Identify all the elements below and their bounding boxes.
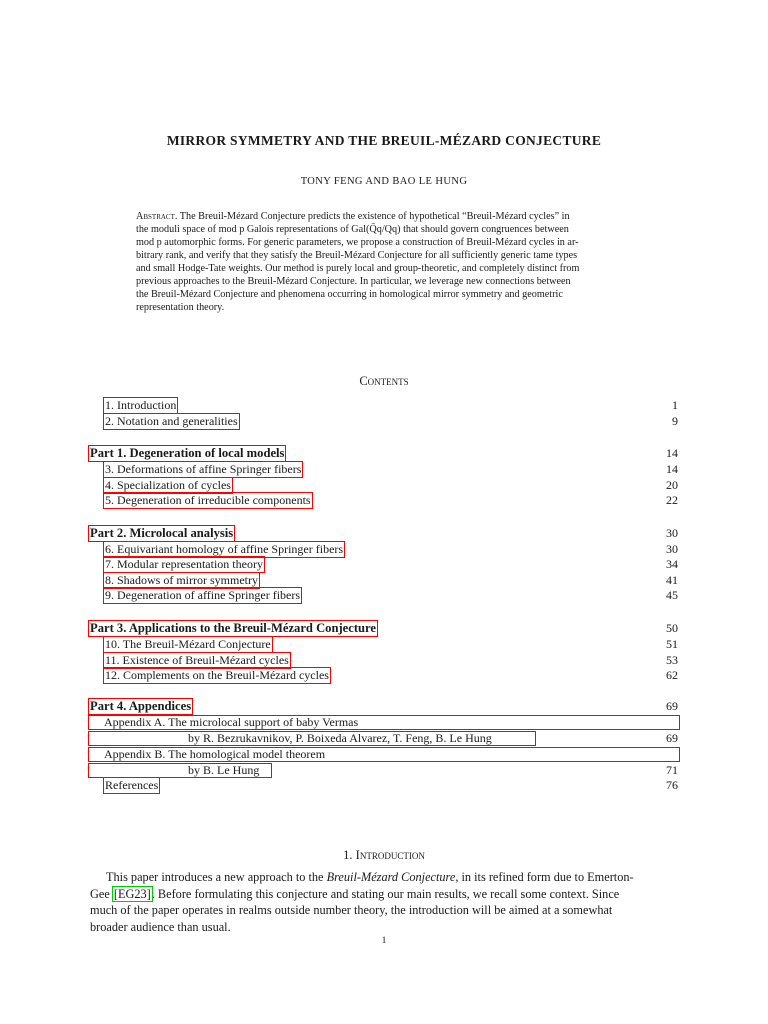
toc-part-entry[interactable]	[0, 699, 768, 714]
toc-page-number: 69	[666, 699, 678, 713]
toc-entry[interactable]	[0, 653, 768, 668]
toc-page-number: 69	[666, 731, 678, 745]
toc-link[interactable]: 6. Equivariant homology of affine Springer fibers	[105, 542, 344, 556]
toc-link[interactable]: 2. Notation and generalities	[105, 414, 238, 428]
toc-appendix-author-line[interactable]	[0, 731, 768, 746]
paper-authors: TONY FENG AND BAO LE HUNG	[300, 176, 468, 187]
toc-page-number: 30	[666, 526, 678, 540]
toc-page-number: 45	[666, 588, 678, 602]
toc-part-entry[interactable]	[0, 446, 768, 461]
toc-appendix-entry[interactable]	[0, 715, 768, 730]
contents-heading: Contents	[359, 374, 409, 388]
toc-part-link[interactable]: Part 4. Appendices	[90, 699, 192, 713]
toc-entry[interactable]	[0, 573, 768, 588]
toc-page-number: 30	[666, 542, 678, 556]
toc-part-link[interactable]: Part 1. Degeneration of local models	[90, 446, 285, 460]
section-heading-introduction: 1. Introduction	[343, 848, 425, 862]
toc-page-number: 62	[666, 668, 678, 682]
toc-appendix-link[interactable]: Appendix A. The microlocal support of baby Vermas	[104, 715, 359, 729]
toc-entry[interactable]	[0, 398, 768, 413]
paragraph-line: broader audience than usual.	[90, 919, 231, 934]
toc-part-entry[interactable]	[0, 621, 768, 636]
toc-page-number: 51	[666, 637, 678, 651]
abstract-line-8: representation theory.	[136, 302, 225, 313]
paragraph-line: Gee [EG23]. Before formulating this conjecture and stating our main results, we recall some context. Since	[90, 886, 620, 901]
abstract-line-3: mod p automorphic forms. For generic parameters, we propose a construction of Breuil-Mézard cycles in ar-	[136, 237, 579, 248]
toc-appendix-authors[interactable]: by R. Bezrukavnikov, P. Boixeda Alvarez, T. Feng, B. Le Hung	[188, 731, 492, 745]
toc-appendix-entry[interactable]	[0, 747, 768, 762]
paragraph-line: This paper introduces a new approach to the Breuil-Mézard Conjecture, in its refined form due to Emerton-	[106, 870, 634, 884]
toc-page-number: 41	[666, 573, 678, 587]
abstract-label: Abstract.	[136, 211, 178, 222]
toc-part-entry[interactable]	[0, 526, 768, 541]
toc-appendix-link[interactable]: Appendix B. The homological model theorem	[104, 747, 326, 761]
toc-page-number: 53	[666, 653, 678, 667]
toc-link[interactable]: 11. Existence of Breuil-Mézard cycles	[105, 653, 289, 667]
abstract-line-1: Abstract. The Breuil-Mézard Conjecture predicts the existence of hypothetical “Breuil-Mézard cycles” in	[136, 211, 570, 222]
toc-link[interactable]: 3. Deformations of affine Springer fibers	[105, 462, 302, 476]
toc-page-number: 71	[666, 763, 678, 777]
introduction-paragraph	[90, 869, 678, 935]
toc-link[interactable]: 8. Shadows of mirror symmetry	[105, 573, 258, 587]
toc-appendix-author-line[interactable]	[0, 763, 768, 778]
toc-page-number: 22	[666, 493, 678, 507]
toc-page-number: 76	[666, 778, 678, 792]
toc-entry[interactable]	[0, 668, 768, 683]
toc-part-link[interactable]: Part 2. Microlocal analysis	[90, 526, 234, 540]
emphasized-term: Breuil-Mézard Conjecture	[326, 870, 456, 884]
toc-part-link[interactable]: Part 3. Applications to the Breuil-Mézard Conjecture	[90, 621, 376, 635]
toc-page-number: 50	[666, 621, 678, 635]
toc-entry[interactable]	[0, 542, 768, 557]
toc-link-references[interactable]: References	[105, 778, 159, 792]
toc-page-number: 1	[672, 398, 678, 412]
toc-page-number: 14	[666, 446, 678, 460]
toc-page-number: 9	[672, 414, 678, 428]
toc-entry[interactable]	[0, 637, 768, 652]
toc-entry[interactable]	[0, 588, 768, 603]
toc-entry[interactable]	[0, 778, 768, 793]
toc-link[interactable]: 12. Complements on the Breuil-Mézard cycles	[105, 668, 329, 682]
toc-page-number: 14	[666, 462, 678, 476]
toc-link[interactable]: 5. Degeneration of irreducible components	[105, 493, 311, 507]
toc-appendix-authors[interactable]: by B. Le Hung	[188, 763, 260, 777]
toc-link[interactable]: 7. Modular representation theory	[105, 557, 263, 571]
citation-link[interactable]: [EG23]	[113, 886, 151, 901]
paper-title: MIRROR SYMMETRY AND THE BREUIL-MÉZARD CONJECTURE	[166, 133, 602, 148]
toc-entry[interactable]	[0, 478, 768, 493]
abstract-line-6: previous approaches to the Breuil-Mézard Conjecture. In particular, we leverage new connections between	[136, 276, 571, 287]
paragraph-line: much of the paper operates in realms outside number theory, the introduction will be aimed at a somewhat	[90, 903, 613, 918]
abstract	[136, 210, 634, 314]
toc-link[interactable]: 10. The Breuil-Mézard Conjecture	[105, 637, 271, 651]
page-number: 1	[381, 936, 387, 946]
toc-page-number: 20	[666, 478, 678, 492]
toc-entry[interactable]	[0, 493, 768, 508]
toc-link[interactable]: 1. Introduction	[105, 398, 177, 412]
toc-entry[interactable]	[0, 557, 768, 572]
abstract-line-7: the Breuil-Mézard Conjecture and phenomena occurring in homological mirror symmetry and geometric	[136, 289, 563, 300]
toc-entry[interactable]	[0, 462, 768, 477]
toc-link[interactable]: 9. Degeneration of affine Springer fibers	[105, 588, 301, 602]
abstract-line-5: and small Hodge-Tate weights. Our method is purely local and group-theoretic, and completely distinct from	[136, 263, 580, 274]
abstract-line-4: bitrary rank, and verify that they satisfy the Breuil-Mézard Conjecture for all sufficiently generic tame types	[136, 250, 578, 261]
abstract-line-2: the moduli space of mod p Galois representations of Gal(Q̄q/Qq) that should govern congruences between	[136, 224, 569, 235]
toc-entry[interactable]	[0, 414, 768, 429]
toc-page-number: 34	[666, 557, 678, 571]
toc-link[interactable]: 4. Specialization of cycles	[105, 478, 231, 492]
